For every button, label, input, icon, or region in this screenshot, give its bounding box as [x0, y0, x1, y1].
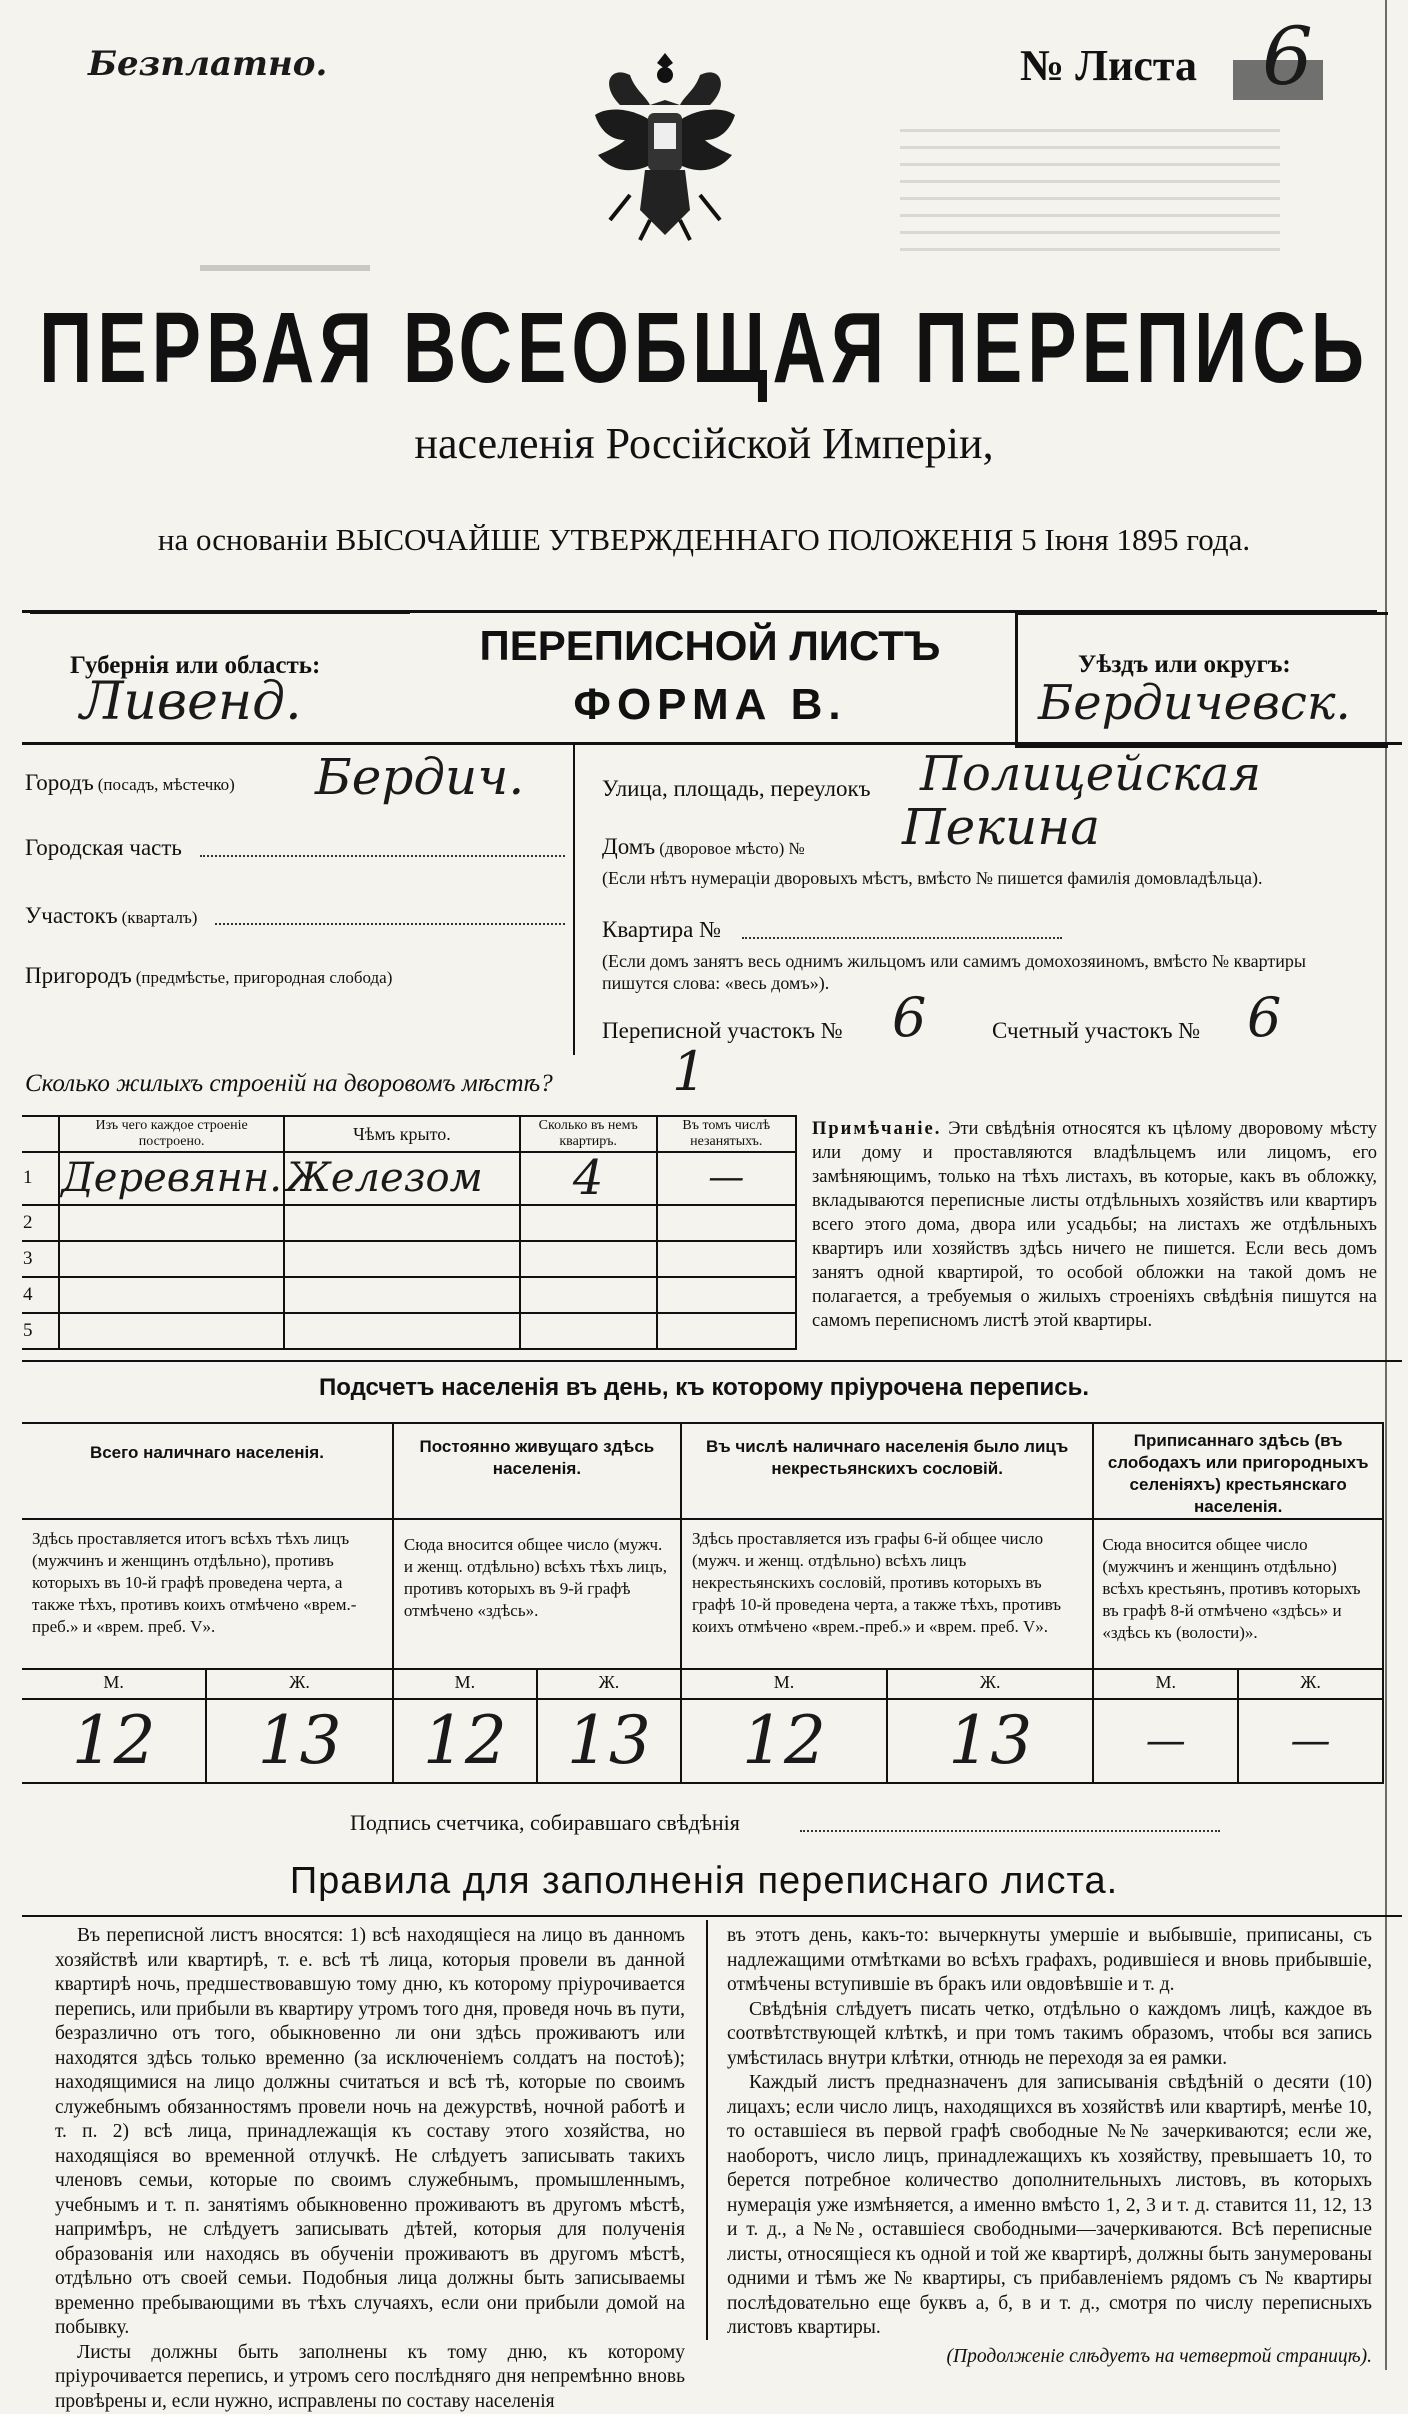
rules-paragraph: Каждый листъ предназначенъ для записыванія свѣдѣній о десяти (10) лицахъ; если число лицъ, находящихся въ хозяйствѣ или квартирѣ, менѣе 10, то оставшіеся въ первой графѣ свободные №№ зачеркиваются; если же, наоборотъ, число лицъ, принадлежащихъ къ хозяйству, превышаетъ 10, то берется потребное количество дополнительныхъ листовъ, въ которыхъ нумерація уже измѣняется, а именно вмѣсто 1, 2, 3 и т. д. ставится 11, 12, 13 и т. д., а №№, оставшіеся свободными—зачеркиваются. Всѣ переписные листы, относящіеся къ одной и той же квартирѣ, должны быть занумерованы одними и тѣмъ же № квартиры, съ прибавленіемъ рядомъ съ № квартиры послѣдовательно еще буквъ а, б, в и т. д., смотря по числу переписныхъ листовъ квартиры. — [727, 2071, 1372, 2341]
nonpeasant-male[interactable]: 12 — [681, 1699, 887, 1783]
m-label: М. — [22, 1669, 206, 1699]
uezd-label: Уѣздъ или округъ: — [1078, 651, 1291, 679]
table-row — [22, 1241, 796, 1277]
form-letter: ФОРМА В. — [410, 680, 1010, 730]
f-label: Ж. — [206, 1669, 393, 1699]
m-label: М. — [393, 1669, 537, 1699]
cell-vacant[interactable] — [657, 1241, 796, 1277]
bleed-through-mark — [200, 265, 370, 271]
table-header-row — [22, 1423, 1383, 1519]
buildings-table — [22, 1115, 797, 1350]
cell-material[interactable] — [59, 1277, 284, 1313]
rule — [573, 745, 575, 1055]
field-note: (дворовое мѣсто) № — [659, 839, 805, 858]
col-header-permanent: Постоянно живущаго здѣсь населенія. — [393, 1423, 681, 1519]
field-line — [215, 923, 565, 925]
field-value: Пекина — [902, 798, 1100, 856]
col-header-peasant: Приписаннаго здѣсь (въ слободахъ или пригородныхъ селеніяхъ) крестьянскаго населенія. — [1093, 1423, 1383, 1519]
rule — [22, 742, 1402, 745]
f-label: Ж. — [537, 1669, 681, 1699]
peasant-male[interactable]: — — [1093, 1699, 1238, 1783]
cell-apartments[interactable]: 4 — [520, 1152, 657, 1205]
field-note: (предмѣстье, пригородная слобода) — [136, 968, 393, 987]
field-label: Улица, площадь, переулокъ — [602, 776, 871, 801]
table-row — [22, 1699, 1383, 1783]
sheet-number-value: 6 — [1262, 10, 1313, 103]
table-row — [22, 1205, 796, 1241]
rule — [22, 1360, 1402, 1362]
f-label: Ж. — [887, 1669, 1093, 1699]
field-value: Бердич. — [315, 748, 524, 806]
field-label: Счетный участокъ № — [992, 1018, 1200, 1044]
cell-roof[interactable]: Железом — [284, 1152, 520, 1205]
cell-vacant[interactable] — [657, 1277, 796, 1313]
subtitle: населенія Россійской Имперіи, — [0, 418, 1408, 469]
cell-material[interactable]: Деревянн. — [59, 1152, 284, 1205]
cell-material[interactable] — [59, 1313, 284, 1349]
table-row — [22, 1519, 1383, 1669]
table-row — [22, 1277, 796, 1313]
field-district[interactable] — [25, 835, 565, 861]
buildings-question: Сколько жилыхъ строеній на дворовомъ мѣстѣ? — [25, 1070, 553, 1098]
cell-roof[interactable] — [284, 1241, 520, 1277]
cell-vacant[interactable] — [657, 1313, 796, 1349]
field-ward[interactable] — [25, 903, 565, 929]
table-header: Изъ чего каждое строеніе построено. — [59, 1116, 284, 1152]
cell-roof[interactable] — [284, 1313, 520, 1349]
sheet-number-label: № Листа — [1020, 40, 1197, 91]
field-census-district[interactable] — [602, 1018, 1382, 1044]
rules-left-column — [55, 1924, 685, 2414]
table-row — [22, 1152, 796, 1205]
cell-apartments[interactable] — [520, 1277, 657, 1313]
total-female[interactable]: 13 — [206, 1699, 393, 1783]
basis-line: на основаніи ВЫСОЧАЙШЕ УТВЕРЖДЕННАГО ПОЛОЖЕНІЯ 5 Іюня 1895 года. — [0, 522, 1408, 558]
table-header — [22, 1116, 59, 1152]
cell-vacant[interactable] — [657, 1205, 796, 1241]
field-note: (посадъ, мѣстечко) — [98, 775, 235, 794]
field-house[interactable] — [602, 834, 1382, 860]
gubernia-value[interactable]: Ливенд. — [80, 672, 302, 732]
population-table — [22, 1422, 1384, 1784]
apartment-hint: (Если домъ занятъ весь однимъ жильцомъ или самимъ домохозяиномъ, вмѣсто № квартиры пишутся слова: «весь домъ»). — [602, 950, 1372, 994]
field-label: Домъ — [602, 834, 655, 859]
permanent-male[interactable]: 12 — [393, 1699, 537, 1783]
imperial-eagle-icon — [590, 45, 740, 245]
bleed-through-mark — [900, 115, 1280, 265]
row-number: 5 — [22, 1313, 59, 1349]
signature-label: Подпись счетчика, собиравшаго свѣдѣнія — [350, 1810, 740, 1836]
table-header: Въ томъ числѣ незанятыхъ. — [657, 1116, 796, 1152]
cell-roof[interactable] — [284, 1205, 520, 1241]
buildings-answer[interactable]: 1 — [672, 1040, 706, 1103]
rules-paragraph: въ этотъ день, какъ-то: вычеркнуты умершіе и выбывшіе, приписаны, съ надлежащими отмѣтками во всѣхъ графахъ, родившіеся и вновь прибывшіе, отмѣчены вступившіе въ бракъ или овдовѣвшіе и т. д. — [727, 1924, 1372, 1998]
main-title: ПЕРВАЯ ВСЕОБЩАЯ ПЕРЕПИСЬ — [0, 290, 1408, 405]
m-label: М. — [1093, 1669, 1238, 1699]
field-label: Переписной участокъ № — [602, 1018, 843, 1043]
nonpeasant-female[interactable]: 13 — [887, 1699, 1093, 1783]
table-header: Сколько въ немъ квартиръ. — [520, 1116, 657, 1152]
field-value: 6 — [892, 986, 926, 1049]
col-desc: Здѣсь проставляется изъ графы 6-й общее число (мужч. и женщ. отдѣльно) всѣхъ лицъ некрестьянскихъ сословій, противъ которыхъ въ графѣ 10-й проведена черта, а также тѣхъ, противъ коихъ отмѣчено «врем.-преб.» и «врем. преб. V». — [681, 1519, 1093, 1669]
field-town[interactable] — [25, 770, 565, 796]
field-label: Городъ — [25, 770, 94, 795]
cell-material[interactable] — [59, 1205, 284, 1241]
field-label: Городская часть — [25, 835, 182, 860]
rules-right-column — [727, 1924, 1372, 2369]
table-header: Чѣмъ крыто. — [284, 1116, 520, 1152]
permanent-female[interactable]: 13 — [537, 1699, 681, 1783]
rule — [706, 1920, 708, 2340]
continued-note: (Продолженіе слѣдуетъ на четвертой страницѣ). — [727, 2345, 1372, 2370]
total-male[interactable]: 12 — [22, 1699, 206, 1783]
field-suburb[interactable] — [25, 963, 565, 989]
row-number: 2 — [22, 1205, 59, 1241]
margin-rule — [1385, 0, 1387, 2370]
gubernia-box — [30, 612, 410, 734]
field-apartment[interactable] — [602, 917, 1382, 943]
field-line — [200, 855, 565, 857]
field-label: Участокъ — [25, 903, 118, 928]
uezd-box — [1015, 612, 1388, 748]
col-desc: Сюда вносится общее число (мужчинъ и женщинъ отдѣльно) всѣхъ крестьянъ, противъ которыхъ въ графѣ 8-й отмѣчено «здѣсь» и «здѣсь къ (волости)». — [1093, 1519, 1383, 1669]
free-label: Безплатно. — [88, 44, 327, 84]
form-name: ПЕРЕПИСНОЙ ЛИСТЪ — [410, 622, 1010, 670]
gubernia-label: Губернія или область: — [70, 652, 320, 680]
rule — [22, 1915, 1402, 1917]
cell-apartments[interactable] — [520, 1313, 657, 1349]
row-number: 1 — [22, 1152, 59, 1205]
col-header-nonpeasant: Въ числѣ наличнаго населенія было лицъ некрестьянскихъ сословій. — [681, 1423, 1093, 1519]
cell-apartments[interactable] — [520, 1205, 657, 1241]
note-heading: Примѣчаніе. — [812, 1119, 941, 1139]
field-value: Полицейская — [920, 746, 1261, 802]
field-value: 6 — [1247, 986, 1281, 1049]
field-note: (кварталъ) — [122, 908, 198, 927]
cell-apartments[interactable] — [520, 1241, 657, 1277]
field-label: Пригородъ — [25, 963, 132, 988]
col-desc: Сюда вносится общее число (мужч. и женщ. отдѣльно) всѣхъ тѣхъ лицъ, противъ которыхъ въ 9-й графѣ отмѣчено «здѣсь». — [393, 1519, 681, 1669]
table-row — [22, 1669, 1383, 1699]
uezd-value[interactable]: Бердичевск. — [1038, 675, 1351, 731]
m-label: М. — [681, 1669, 887, 1699]
table-header-row — [22, 1116, 796, 1152]
note-text: Эти свѣдѣнія относятся къ цѣлому дворовому мѣсту или дому и проставляются владѣльцемъ или лицомъ, его замѣняющимъ, только на тѣхъ листахъ, въ которые, какъ въ обложку, вкладываются переписные листы отдѣльныхъ хозяйствъ или квартиръ всего этого дома, двора или усадьбы; на листахъ же отдѣльныхъ квартиръ или хозяйствъ здѣсь ничего не пишется. Если весь домъ занятъ одной квартирой, то особой обложки на такой домъ не полагается, а требуемыя о жилыхъ строеніяхъ свѣдѣнія пишутся на самомъ переписномъ листѣ этой квартиры. — [812, 1119, 1377, 1331]
peasant-female[interactable]: — — [1238, 1699, 1383, 1783]
row-number: 3 — [22, 1241, 59, 1277]
field-line — [742, 937, 1062, 939]
cell-material[interactable] — [59, 1241, 284, 1277]
house-hint: (Если нѣтъ нумераціи дворовыхъ мѣстъ, вмѣсто № пишется фамилія домовладѣльца). — [602, 868, 1382, 889]
population-title: Подсчетъ населенія въ день, къ которому пріурочена перепись. — [0, 1374, 1408, 1402]
col-header-total: Всего наличнаго населенія. — [22, 1423, 393, 1519]
cell-vacant[interactable]: — — [657, 1152, 796, 1205]
buildings-note — [812, 1117, 1377, 1333]
cell-roof[interactable] — [284, 1277, 520, 1313]
rules-paragraph: Въ переписной листъ вносятся: 1) всѣ находящіеся на лицо въ данномъ хозяйствѣ или квартирѣ, т. е. всѣ тѣ лица, которыя провели въ данной квартирѣ ночь, предшествовавшую тому дню, къ которому пріурочивается перепись, или прибыли въ квартиру утромъ того дня, проведя ночь въ пути, безразлично отъ того, обыкновенно ли они здѣсь проживаютъ или находятся здѣсь только временно (за исключеніемъ солдатъ на постоѣ); находящимися на лицо должны считаться и всѣ тѣ, которые по своимъ служебнымъ обязанностямъ провели ночь на дежурствѣ, ночной работѣ и т. п. 2) всѣ лица, принадлежащія къ составу этого хозяйства, но находящіяся во временной отлучкѣ. Не слѣдуетъ записывать такихъ членовъ семьи, которые по своимъ служебнымъ, промышленнымъ, учебнымъ и т. п. занятіямъ обыкновенно проживаютъ въ другомъ мѣстѣ, напримѣръ, не слѣдуетъ записывать дѣтей, которыя для полученія образованія или находясь въ обученіи проживаютъ въ другомъ мѣстѣ, отдѣльно отъ своей семьи. Подобныя лица должны быть записываемы временно пребывающими въ тѣхъ случаяхъ, если они прибыли домой на побывку. — [55, 1924, 685, 2341]
rules-paragraph: Листы должны быть заполнены къ тому дню, къ которому пріурочивается перепись, и утромъ сего послѣдняго дня непремѣнно вновь провѣрены и, если нужно, исправлены по составу населенія — [55, 2341, 685, 2414]
field-label: Квартира № — [602, 917, 721, 942]
row-number: 4 — [22, 1277, 59, 1313]
f-label: Ж. — [1238, 1669, 1383, 1699]
rules-title: Правила для заполненія переписнаго листа. — [0, 1860, 1408, 1903]
col-desc: Здѣсь проставляется итогъ всѣхъ тѣхъ лицъ (мужчинъ и женщинъ отдѣльно), противъ которыхъ въ 10-й графѣ проведена черта, а также тѣхъ, противъ коихъ отмѣчено «врем.-преб.» и «врем. преб. V». — [22, 1519, 393, 1669]
signature-line[interactable] — [800, 1830, 1220, 1832]
table-row — [22, 1313, 796, 1349]
rules-paragraph: Свѣдѣнія слѣдуетъ писать четко, отдѣльно о каждомъ лицѣ, каждое въ соотвѣтствующей клѣткѣ, и при томъ такимъ образомъ, чтобы вся запись умѣстилась внутри клѣтки, отнюдь не переходя за ея рамки. — [727, 1998, 1372, 2072]
